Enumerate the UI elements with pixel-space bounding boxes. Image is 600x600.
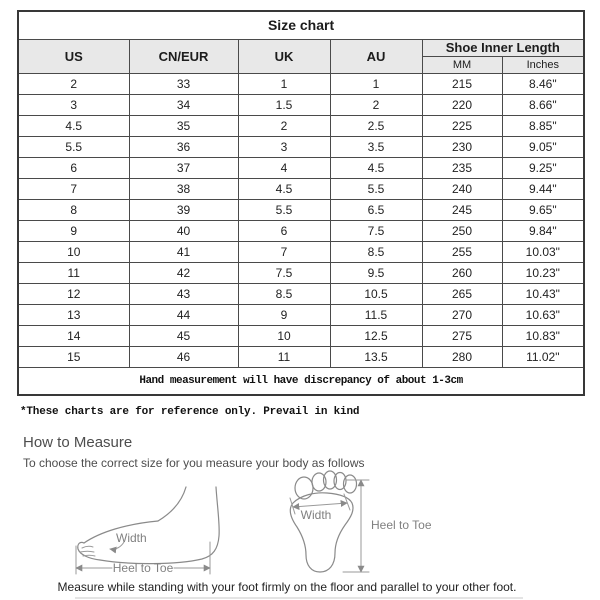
table-cell: 10.83" — [502, 325, 584, 346]
table-cell: 1.5 — [238, 94, 330, 115]
table-cell: 2 — [330, 94, 422, 115]
table-cell: 9.25" — [502, 157, 584, 178]
table-row — [18, 325, 584, 346]
foot-side-view-diagram — [70, 486, 282, 586]
table-row — [18, 157, 584, 178]
column-header-us: US — [18, 39, 129, 73]
table-cell: 11.02" — [502, 346, 584, 367]
table-cell: 270 — [422, 304, 502, 325]
measure-caption: Measure while standing with your foot firmly on the floor and parallel to your other foot. — [57, 580, 517, 594]
table-cell: 13 — [18, 304, 129, 325]
table-footnote: Hand measurement will have discrepancy of about 1-3cm — [18, 367, 584, 395]
table-cell: 7.5 — [330, 220, 422, 241]
top-width-label: Width — [300, 508, 332, 522]
table-cell: 6 — [18, 157, 129, 178]
size-chart-table — [17, 10, 585, 396]
table-cell: 11 — [238, 346, 330, 367]
table-cell: 46 — [129, 346, 238, 367]
table-cell: 39 — [129, 199, 238, 220]
table-cell: 10 — [18, 241, 129, 262]
column-header-mm: MM — [422, 56, 502, 73]
table-cell: 10.03" — [502, 241, 584, 262]
table-row — [18, 220, 584, 241]
top-heel-to-toe-label: Heel to Toe — [371, 518, 432, 532]
table-cell: 38 — [129, 178, 238, 199]
table-cell: 37 — [129, 157, 238, 178]
table-cell: 2 — [18, 73, 129, 94]
table-cell: 4 — [238, 157, 330, 178]
bottom-divider — [75, 597, 523, 599]
table-cell: 11 — [18, 262, 129, 283]
table-row — [18, 304, 584, 325]
table-row — [18, 178, 584, 199]
table-cell: 3.5 — [330, 136, 422, 157]
table-cell: 42 — [129, 262, 238, 283]
table-cell: 13.5 — [330, 346, 422, 367]
table-cell: 225 — [422, 115, 502, 136]
table-cell: 12 — [18, 283, 129, 304]
table-footnote-row — [18, 367, 584, 395]
table-cell: 11.5 — [330, 304, 422, 325]
table-cell: 36 — [129, 136, 238, 157]
table-cell: 280 — [422, 346, 502, 367]
column-header-inches: Inches — [502, 56, 584, 73]
table-cell: 4.5 — [330, 157, 422, 178]
table-cell: 1 — [238, 73, 330, 94]
table-cell: 8.5 — [238, 283, 330, 304]
table-cell: 8.85" — [502, 115, 584, 136]
table-cell: 41 — [129, 241, 238, 262]
side-width-label: Width — [116, 531, 147, 545]
table-row — [18, 199, 584, 220]
table-cell: 12.5 — [330, 325, 422, 346]
table-cell: 8.46" — [502, 73, 584, 94]
table-cell: 275 — [422, 325, 502, 346]
table-cell: 7.5 — [238, 262, 330, 283]
table-cell: 255 — [422, 241, 502, 262]
table-cell: 2 — [238, 115, 330, 136]
table-header-row — [18, 39, 584, 56]
column-header-uk: UK — [238, 39, 330, 73]
table-cell: 10 — [238, 325, 330, 346]
table-cell: 1 — [330, 73, 422, 94]
table-cell: 7 — [238, 241, 330, 262]
column-header-inner-length: Shoe Inner Length — [422, 39, 584, 56]
foot-top-view-diagram — [283, 465, 463, 580]
table-cell: 33 — [129, 73, 238, 94]
table-row — [18, 94, 584, 115]
table-cell: 6.5 — [330, 199, 422, 220]
foot-side-outline — [78, 487, 219, 564]
table-cell: 9.65" — [502, 199, 584, 220]
table-row — [18, 73, 584, 94]
table-cell: 8.5 — [330, 241, 422, 262]
table-cell: 250 — [422, 220, 502, 241]
reference-note: *These charts are for reference only. Prevail in kind — [20, 406, 360, 418]
table-cell: 8 — [18, 199, 129, 220]
table-cell: 220 — [422, 94, 502, 115]
table-cell: 3 — [238, 136, 330, 157]
table-cell: 5.5 — [18, 136, 129, 157]
table-cell: 43 — [129, 283, 238, 304]
how-to-measure-subheading: To choose the correct size for you measure your body as follows — [23, 456, 365, 470]
table-cell: 34 — [129, 94, 238, 115]
table-cell: 40 — [129, 220, 238, 241]
table-cell: 9.44" — [502, 178, 584, 199]
table-cell: 9.05" — [502, 136, 584, 157]
table-cell: 10.5 — [330, 283, 422, 304]
table-cell: 265 — [422, 283, 502, 304]
table-row — [18, 283, 584, 304]
table-cell: 5.5 — [238, 199, 330, 220]
table-row — [18, 346, 584, 367]
table-cell: 5.5 — [330, 178, 422, 199]
table-row — [18, 262, 584, 283]
table-cell: 45 — [129, 325, 238, 346]
side-heel-to-toe-label: Heel to Toe — [112, 561, 174, 575]
table-cell: 14 — [18, 325, 129, 346]
column-header-cneur: CN/EUR — [129, 39, 238, 73]
table-title-row — [18, 11, 584, 39]
table-cell: 8.66" — [502, 94, 584, 115]
heel-to-toe-dimension-top — [343, 480, 369, 572]
table-cell: 230 — [422, 136, 502, 157]
table-row — [18, 115, 584, 136]
table-cell: 9 — [18, 220, 129, 241]
column-header-au: AU — [330, 39, 422, 73]
table-cell: 6 — [238, 220, 330, 241]
table-cell: 4.5 — [18, 115, 129, 136]
table-cell: 240 — [422, 178, 502, 199]
table-cell: 15 — [18, 346, 129, 367]
table-cell: 2.5 — [330, 115, 422, 136]
table-cell: 7 — [18, 178, 129, 199]
table-cell: 9 — [238, 304, 330, 325]
table-cell: 215 — [422, 73, 502, 94]
table-row — [18, 136, 584, 157]
table-cell: 44 — [129, 304, 238, 325]
table-cell: 4.5 — [238, 178, 330, 199]
table-cell: 10.43" — [502, 283, 584, 304]
table-cell: 10.23" — [502, 262, 584, 283]
table-row — [18, 241, 584, 262]
table-cell: 3 — [18, 94, 129, 115]
how-to-measure-heading: How to Measure — [23, 434, 133, 451]
table-cell: 245 — [422, 199, 502, 220]
table-cell: 260 — [422, 262, 502, 283]
table-cell: 235 — [422, 157, 502, 178]
table-cell: 10.63" — [502, 304, 584, 325]
table-cell: 35 — [129, 115, 238, 136]
table-cell: 9.5 — [330, 262, 422, 283]
table-cell: 9.84" — [502, 220, 584, 241]
table-title: Size chart — [18, 11, 584, 39]
